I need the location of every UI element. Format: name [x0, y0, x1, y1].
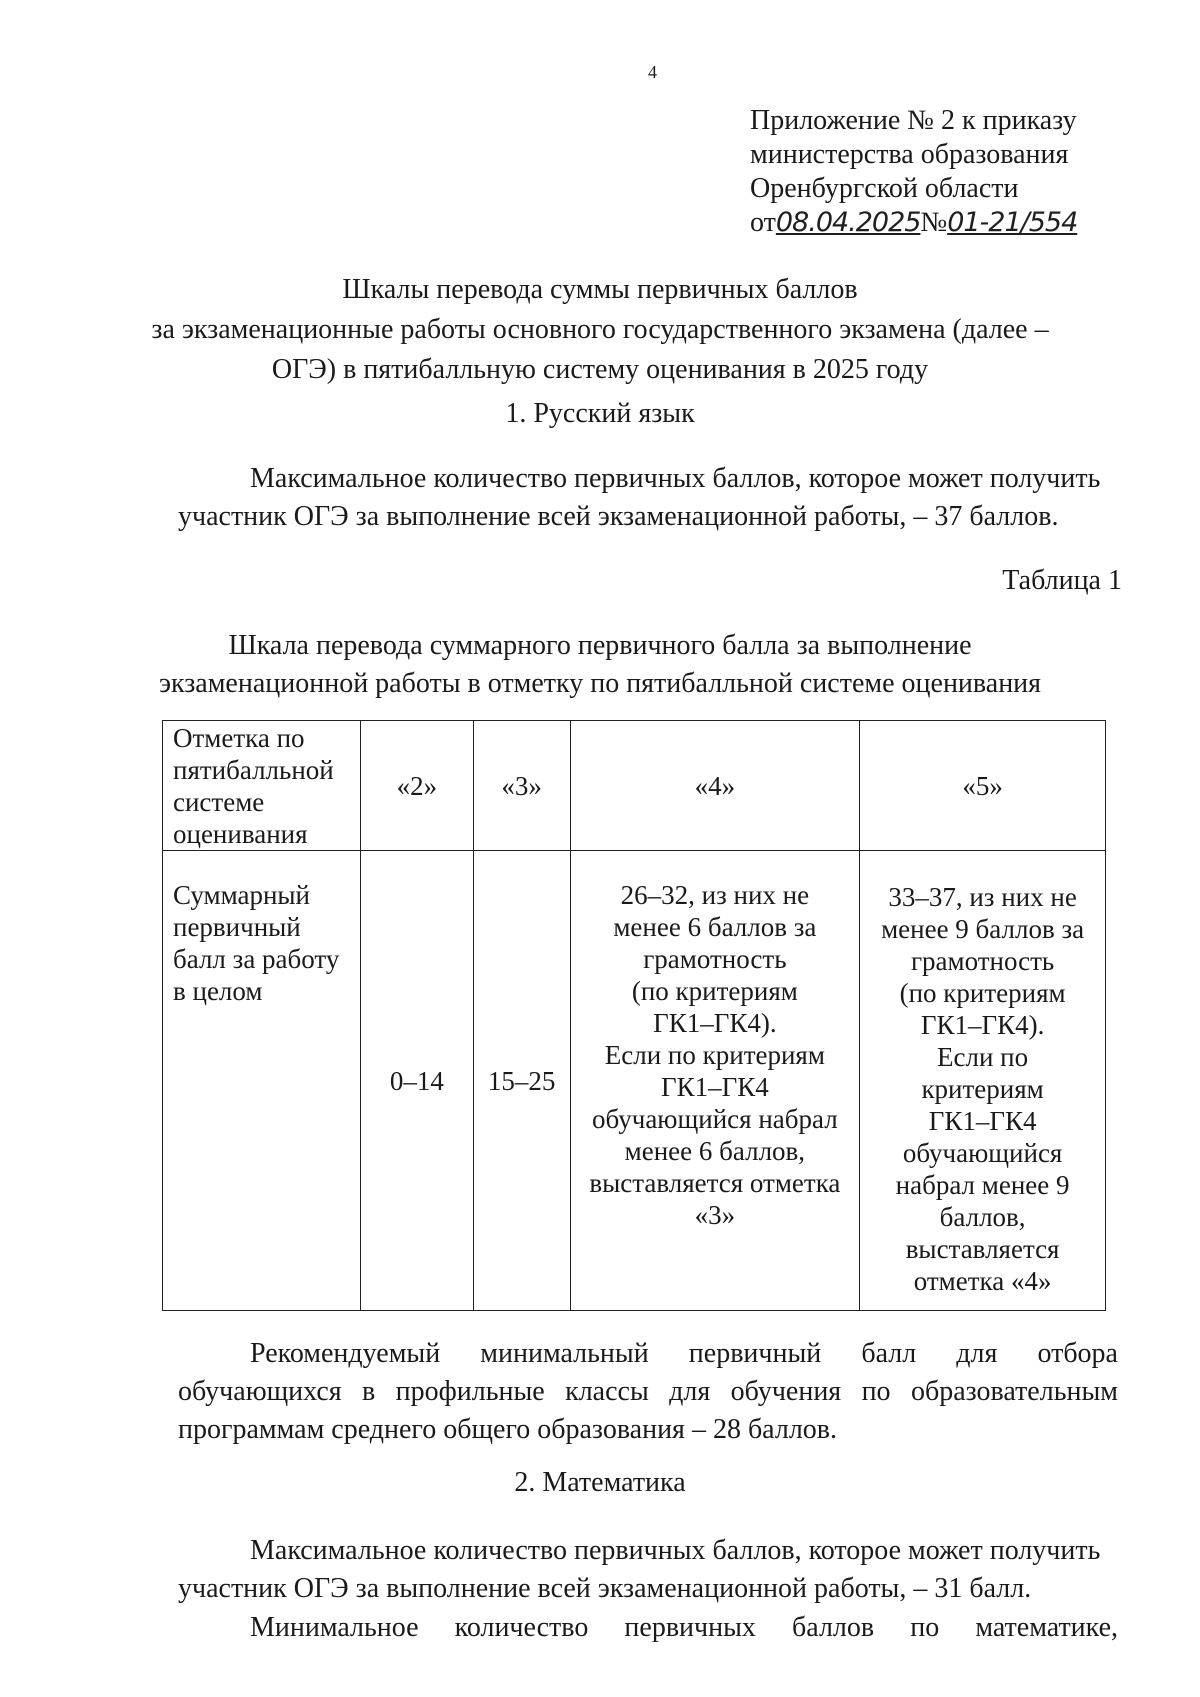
appendix-line: Оренбургской области [750, 173, 1019, 204]
order-reference [750, 206, 1077, 240]
grade-header-cell: «5» [860, 721, 1106, 851]
title-line: Шкалы перевода суммы первичных баллов [342, 274, 858, 305]
title-line: за экзаменационные работы основного государственного экзамена (далее – [151, 314, 1049, 345]
appendix-header [750, 104, 1077, 240]
grade-header-cell: «3» [473, 721, 570, 851]
recommended-score-paragraph [178, 1335, 1118, 1449]
table-label: Таблица 1 [1002, 565, 1122, 596]
table-header-row [163, 721, 1106, 851]
score-range-cell: 26–32, из них не менее 6 баллов за грамотность (по критериям ГК1–ГК4). Если по критериям ГК1–ГК4 обучающийся набрал менее 6 баллов, выставляется отметка «3» [570, 851, 860, 1311]
max-score-paragraph-math: Максимальное количество первичных баллов, которое может получить участник ОГЭ за выполнение всей экзаменационной работы, – 31 балл. [178, 1535, 1101, 1604]
order-number-sign: № [920, 207, 948, 238]
page-number: 4 [648, 62, 657, 82]
table-title-line: экзаменационной работы в отметку по пятибалльной системе оценивания [158, 668, 1042, 699]
score-conversion-table [162, 720, 1106, 1311]
appendix-line: министерства образования [750, 139, 1069, 170]
table-title [0, 627, 1200, 703]
table-data-row [163, 851, 1106, 1311]
document-title [0, 270, 1200, 390]
title-line: ОГЭ) в пятибалльную систему оценивания в 2025 году [271, 354, 929, 385]
section-heading-russian: 1. Русский язык [505, 398, 695, 429]
score-range-cell: 33–37, из них не менее 9 баллов за грамотность (по критериям ГК1–ГК4). Если по критериям ГК1–ГК4 обучающийся набрал менее 9 баллов, выставляется отметка «4» [860, 851, 1106, 1311]
min-score-paragraph-math: Минимальное количество первичных баллов по математике, [250, 1612, 1118, 1643]
grade-header-cell: «2» [360, 721, 473, 851]
score-range-cell: 15–25 [473, 851, 570, 1311]
appendix-line: Приложение № 2 к приказу [750, 105, 1077, 136]
section-heading-math: 2. Математика [514, 1467, 686, 1498]
order-date-handwritten: 08.04.2025 [775, 207, 921, 238]
row-label-cell: Суммарный первичный балл за работу в целом [163, 851, 361, 1311]
grade-header-cell: «4» [570, 721, 860, 851]
max-score-paragraph-russian: Максимальное количество первичных баллов, которое может получить участник ОГЭ за выполнение всей экзаменационной работы, – 37 баллов. [178, 463, 1101, 532]
header-label-cell: Отметка по пятибалльной системе оценивания [163, 721, 361, 851]
paragraph-line: программам среднего общего образования – 28 баллов. [178, 1414, 838, 1445]
table-title-line: Шкала перевода суммарного первичного балла за выполнение [228, 630, 972, 661]
order-prefix: от [750, 207, 776, 238]
score-range-cell: 0–14 [360, 851, 473, 1311]
order-number-handwritten: 01-21/554 [947, 207, 1078, 238]
paragraph-line: обучающихся в профильные классы для обучения по образовательным [178, 1376, 1118, 1407]
paragraph-line: Рекомендуемый минимальный первичный балл для отбора [250, 1338, 1118, 1369]
